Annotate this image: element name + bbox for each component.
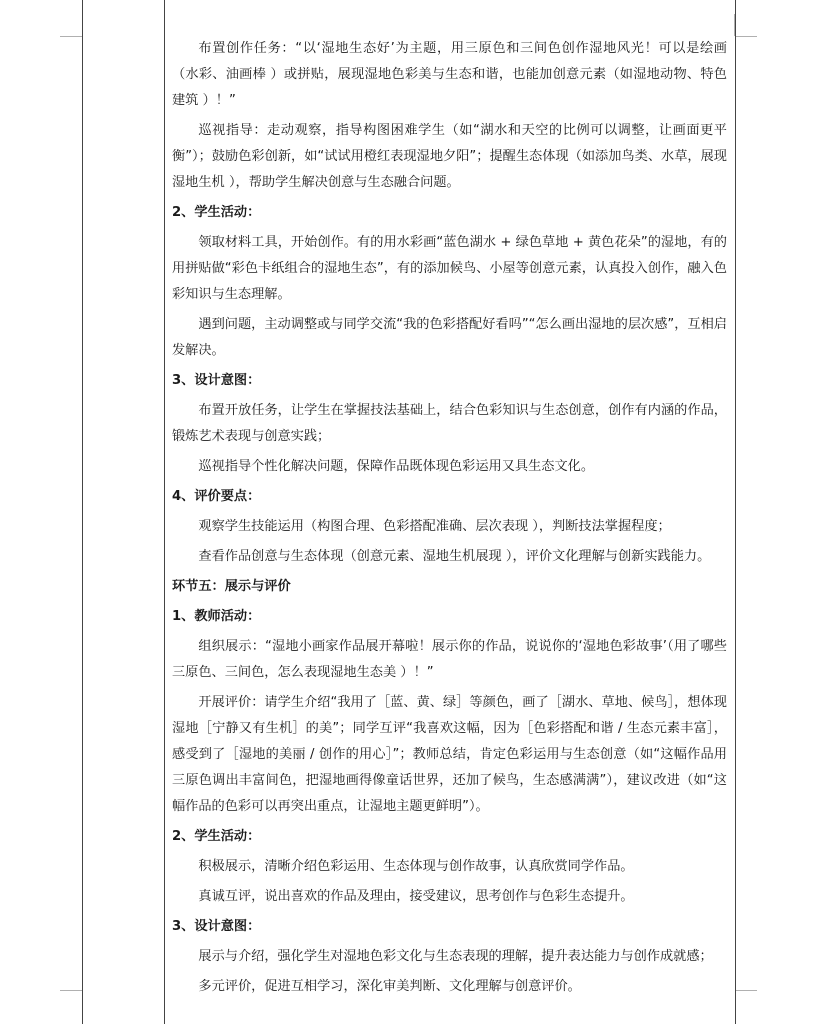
section-heading: 3、设计意图： [172,373,261,388]
crop-mark [735,990,757,991]
paragraph: 领取材料工具，开始创作。有的用水彩画“蓝色湖水 + 绿色草地 + 黄色花朵”的湿地，有的用拼贴做“彩色卡纸组合的湿地生态”，有的添加候鸟、小屋等创意元素，认真投入创作，融入色彩知识与生态理解。 [172,235,727,302]
paragraph: 遇到问题，主动调整或与同学交流“我的色彩搭配好看吗”“怎么画出湿地的层次感”，互相启发解决。 [172,317,727,358]
paragraph: 布置创作任务：“以‘湿地生态好’为主题，用三原色和三间色创作湿地风光！可以是绘画（水彩、油画棒 ）或拼贴，展现湿地色彩美与生态和谐，也能加创意元素（如湿地动物、特色建筑 ）！” [172,41,727,108]
section-heading: 1、教师活动： [172,609,261,624]
paragraph: 查看作品创意与生态体现（创意元素、湿地生机展现 ），评价文化理解与创新实践能力。 [198,549,711,564]
crop-mark [60,990,82,991]
paragraph: 展示与介绍，强化学生对湿地色彩文化与生态表现的理解，提升表达能力与创作成就感； [198,949,713,964]
section-heading: 4、评价要点： [172,489,261,504]
crop-mark [735,36,757,37]
paragraph: 多元评价，促进互相学习，深化审美判断、文化理解与创意评价。 [198,979,581,994]
paragraph: 布置开放任务，让学生在掌握技法基础上，结合色彩知识与生态创意，创作有内涵的作品，锻炼艺术表现与创意实践； [172,403,727,444]
paragraph: 巡视指导：走动观察，指导构图困难学生（如“湖水和天空的比例可以调整，让画面更平衡”）；鼓励色彩创新，如“试试用橙红表现湿地夕阳”；提醒生态体现（如添加鸟类、水草，展现湿地生机 ），帮助学生解决创意与生态融合问题。 [172,123,727,190]
paragraph: 组织展示：“湿地小画家作品展开幕啦！展示你的作品，说说你的‘湿地色彩故事’（用了哪些三原色、三间色，怎么表现湿地生态美 ）！” [172,639,727,680]
paragraph: 巡视指导个性化解决问题，保障作品既体现色彩运用又具生态文化。 [198,459,595,474]
lesson-plan-content [172,36,727,1004]
section-heading: 3、设计意图： [172,919,261,934]
section-heading: 2、学生活动： [172,205,261,220]
table-column-divider [164,0,165,1024]
paragraph: 开展评价：请学生介绍“我用了［蓝、黄、绿］等颜色，画了［湖水、草地、候鸟］，想体现湿地［宁静又有生机］的美”；同学互评“我喜欢这幅，因为［色彩搭配和谐 / 生态元素丰富］，感受到了［湿地的美丽 / 创作的用心］”；教师总结，肯定色彩运用与生态创意（如“这幅作品用三原色调出丰富间色，把湿地画得像童话世界，还加了候鸟，生态感满满”），建议改进（如“这幅作品的色彩可以再突出重点，让湿地主题更鲜明”）。 [172,695,727,814]
paragraph: 积极展示，清晰介绍色彩运用、生态体现与创作故事，认真欣赏同学作品。 [198,859,634,874]
crop-mark [60,36,82,37]
paragraph: 真诚互评，说出喜欢的作品及理由，接受建议，思考创作与色彩生态提升。 [198,889,634,904]
section-heading: 环节五：展示与评价 [172,579,291,594]
paragraph: 观察学生技能运用（构图合理、色彩搭配准确、层次表现 ），判断技法掌握程度； [198,519,671,534]
section-heading: 2、学生活动： [172,829,261,844]
